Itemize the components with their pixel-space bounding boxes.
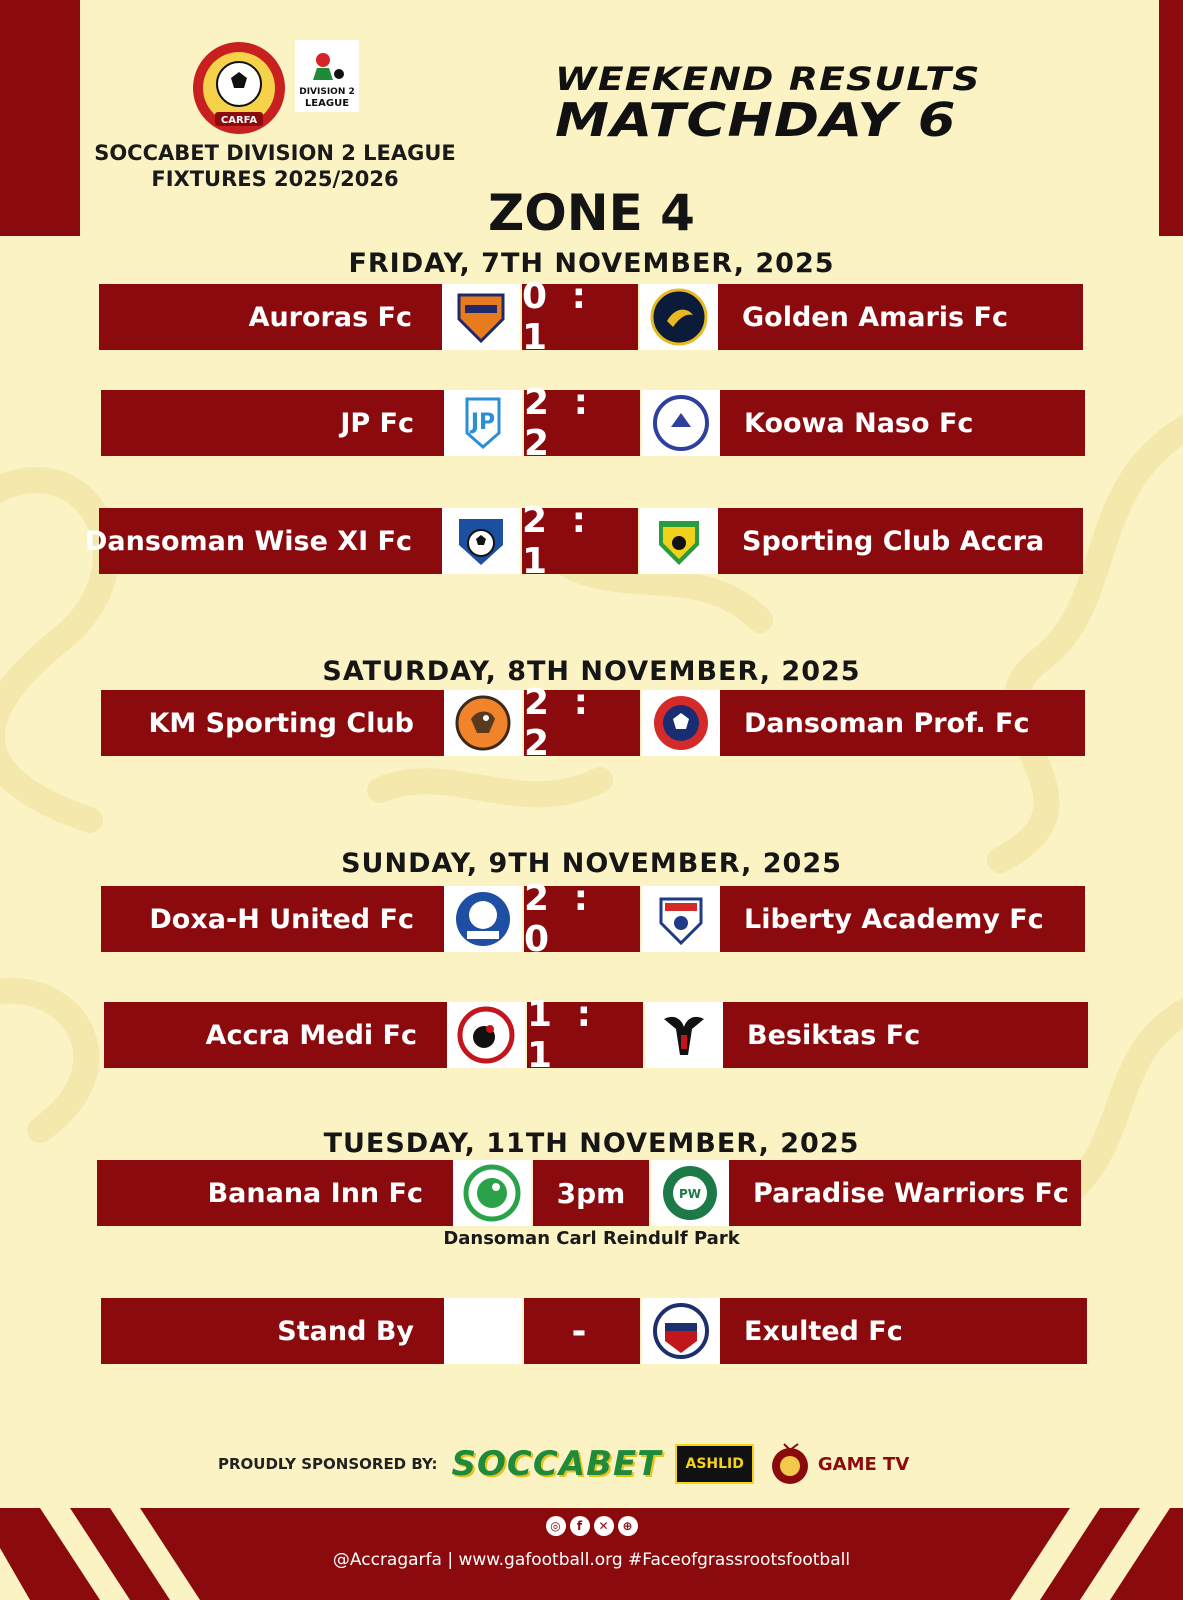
away-crest: [640, 284, 718, 350]
day-heading-saturday: SATURDAY, 8TH NOVEMBER, 2025: [322, 656, 861, 687]
standby-label: Stand By: [101, 1298, 444, 1364]
liberty-academy-crest: [651, 889, 711, 949]
score: 0 : 1: [520, 284, 640, 350]
web-icon[interactable]: ⊕: [618, 1516, 638, 1536]
score: 2 : 0: [522, 886, 642, 952]
match-row: [99, 276, 1083, 358]
away-team: Sporting Club Accra: [718, 508, 1083, 574]
results-title: [555, 60, 1115, 147]
tv-icon: [768, 1442, 812, 1486]
score: 1 : 1: [525, 1002, 645, 1068]
match-row: [97, 1160, 1081, 1226]
away-crest: [642, 886, 720, 952]
home-team: Accra Medi Fc: [104, 1002, 447, 1068]
home-team: Dansoman Wise XI Fc: [99, 508, 442, 574]
away-crest: [645, 1002, 723, 1068]
footer: [0, 1508, 1183, 1600]
golden-amaris-crest: [649, 287, 709, 347]
score: 2 : 1: [520, 508, 640, 574]
matchday-heading: MATCHDAY 6: [555, 93, 957, 147]
home-crest: [444, 690, 522, 756]
hearts-of-oak-crest: [451, 287, 511, 347]
home-team: Banana Inn Fc: [97, 1160, 453, 1226]
x-icon[interactable]: ✕: [594, 1516, 614, 1536]
svg-text:PW: PW: [678, 1187, 702, 1201]
ashlid-logo: ASHLID: [675, 1444, 753, 1484]
standby-row: [101, 1298, 1087, 1364]
match-row: [101, 878, 1085, 960]
header-branding: [85, 40, 465, 192]
score: 2 : 2: [522, 690, 642, 756]
jp-fc-crest: [453, 393, 513, 453]
match-row: [104, 994, 1088, 1076]
garfa-logo: [191, 40, 287, 136]
day-heading-friday: FRIDAY, 7TH NOVEMBER, 2025: [348, 248, 835, 279]
home-crest: [444, 886, 522, 952]
away-team: Paradise Warriors Fc: [729, 1160, 1081, 1226]
away-crest: [651, 1160, 729, 1226]
svg-text:CARFA: CARFA: [220, 115, 258, 126]
sponsor-label: PROUDLY SPONSORED BY:: [218, 1455, 438, 1473]
weekend-results-heading: WEEKEND RESULTS: [555, 60, 981, 98]
banana-inn-crest: [462, 1163, 522, 1223]
away-team: Liberty Academy Fc: [720, 886, 1085, 952]
home-team: JP Fc: [101, 390, 444, 456]
day-heading-sunday: SUNDAY, 9TH NOVEMBER, 2025: [341, 848, 842, 879]
facebook-icon[interactable]: f: [570, 1516, 590, 1536]
medi-academy-crest: [456, 1005, 516, 1065]
dansoman-prof-crest: [651, 693, 711, 753]
home-crest: [444, 390, 522, 456]
social-icons: [0, 1516, 1183, 1536]
away-crest: [642, 690, 720, 756]
home-team: Auroras Fc: [99, 284, 442, 350]
venue: Dansoman Carl Reindulf Park: [443, 1228, 740, 1249]
soccabet-logo: SOCCABET: [451, 1444, 662, 1484]
svg-text:JP: JP: [470, 410, 496, 435]
koowa-naso-crest: [651, 393, 711, 453]
gametv-logo: GAME TV: [768, 1442, 909, 1486]
home-team: KM Sporting Club: [101, 690, 444, 756]
home-team: Doxa-H United Fc: [101, 886, 444, 952]
league-title: SOCCABET DIVISION 2 LEAGUE FIXTURES 2025/2026: [94, 141, 456, 191]
sporting-club-crest: [649, 511, 709, 571]
home-crest: [442, 508, 520, 574]
away-crest: [642, 390, 720, 456]
paradise-warriors-crest: [660, 1163, 720, 1223]
doxa-h-crest: [453, 889, 513, 949]
away-team: Exulted Fc: [720, 1298, 1087, 1364]
km-sporting-crest: [453, 693, 513, 753]
svg-text:DIVISION 2: DIVISION 2: [299, 87, 355, 97]
match-row: [85, 500, 1083, 582]
away-crest: [640, 508, 718, 574]
instagram-icon[interactable]: ◎: [546, 1516, 566, 1536]
home-crest: [453, 1160, 531, 1226]
sponsors: [218, 1434, 909, 1494]
besiktas-eagle-crest: [654, 1005, 714, 1065]
home-crest: [447, 1002, 525, 1068]
away-team: Besiktas Fc: [723, 1002, 1088, 1068]
division-2-league-logo: [295, 40, 359, 112]
away-crest: [642, 1298, 720, 1364]
match-row: [101, 382, 1085, 464]
away-team: Golden Amaris Fc: [718, 284, 1083, 350]
home-crest: [442, 284, 520, 350]
zone-title: ZONE 4: [488, 184, 695, 242]
empty-crest: [444, 1298, 522, 1364]
score: -: [522, 1298, 642, 1364]
svg-text:LEAGUE: LEAGUE: [304, 98, 350, 109]
away-team: Dansoman Prof. Fc: [720, 690, 1085, 756]
match-row: [101, 682, 1085, 764]
kickoff-time: 3pm: [531, 1160, 651, 1226]
score: 2 : 2: [522, 390, 642, 456]
away-team: Koowa Naso Fc: [720, 390, 1085, 456]
exulted-crest: [651, 1301, 711, 1361]
footer-text: @Accragarfa | www.gafootball.org #Faceofgrassrootsfootball: [332, 1550, 851, 1570]
wise-xi-crest: [451, 511, 511, 571]
day-heading-tuesday: TUESDAY, 11TH NOVEMBER, 2025: [323, 1128, 860, 1159]
